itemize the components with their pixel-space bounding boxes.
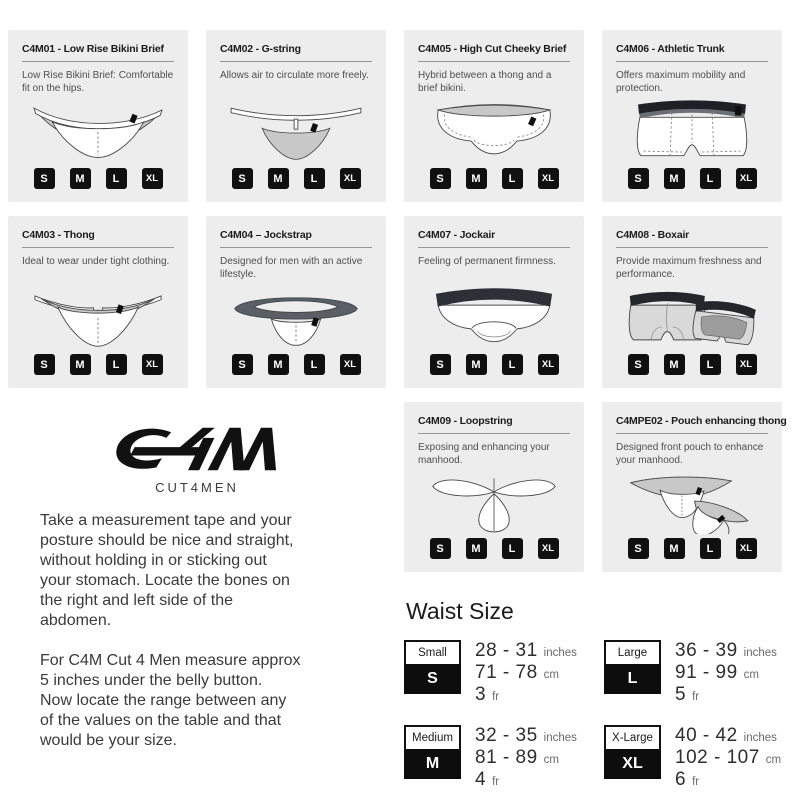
waist-size-table [404,640,782,792]
inches-unit: inches [543,732,577,744]
size-badges [418,168,570,191]
size-badges [22,354,174,377]
product-card-c4m08 [602,216,782,388]
size-values [675,725,781,792]
cm-unit: cm [543,669,559,681]
size-badge-l: L [304,168,325,189]
waist-row-medium [404,725,590,792]
cm-value: 91 - 99 [675,662,738,683]
size-name: X-Large [604,725,661,749]
athletic-trunk-drawing [616,97,768,164]
brand-name: CUT4MEN [155,480,239,495]
size-values [475,725,577,792]
size-badge-s: S [430,538,451,559]
product-title: C4MPE02 - Pouch enhancing thong [616,415,787,427]
size-name: Medium [404,725,461,749]
divider [418,433,570,434]
thong-drawing [22,283,174,350]
size-box-large [604,640,661,694]
fr-unit: fr [492,776,500,788]
size-box-small [404,640,461,694]
size-badge-s: S [34,168,55,189]
product-card-c4m05 [404,30,584,202]
product-title: C4M06 - Athletic Trunk [616,43,725,55]
size-box-x-large [604,725,661,779]
divider [616,247,768,248]
size-badges [418,354,570,377]
underwear-illustration [621,285,763,349]
size-badge-xl: XL [340,168,361,189]
size-badge-l: L [106,354,127,375]
c4m-logo [99,424,295,474]
divider [418,247,570,248]
product-card-c4mpe02 [602,402,787,572]
size-code: L [604,664,661,694]
jockair-drawing [418,283,570,350]
size-name: Small [404,640,461,664]
size-badge-s: S [628,168,649,189]
size-badge-m: M [664,354,685,375]
size-badge-l: L [502,538,523,559]
product-card-c4m02 [206,30,386,202]
size-badge-xl: XL [142,354,163,375]
cm-value: 71 - 78 [475,662,538,683]
jockstrap-drawing [220,283,372,350]
product-title: C4M03 - Thong [22,229,95,241]
high-cut-cheeky-brief-drawing [418,97,570,164]
underwear-illustration [423,470,565,534]
product-description: Offers maximum mobility and protection. [616,70,746,94]
underwear-illustration [27,99,169,163]
size-badge-xl: XL [340,354,361,375]
divider [220,61,372,62]
size-badge-xl: XL [538,168,559,189]
waist-size-section [404,586,782,792]
divider [22,247,174,248]
low-rise-bikini-brief-drawing [22,97,174,164]
brand-logo [8,424,386,495]
product-card-c4m04 [206,216,386,388]
cm-value: 81 - 89 [475,747,538,768]
size-badge-s: S [232,354,253,375]
product-description: Feeling of permanent firmness. [418,256,556,267]
size-badge-xl: XL [736,168,757,189]
size-badge-l: L [304,354,325,375]
size-badge-xl: XL [736,354,757,375]
size-badge-l: L [700,538,721,559]
inches-value: 32 - 35 [475,725,538,746]
product-title: C4M04 – Jockstrap [220,229,312,241]
boxair-drawing [616,283,768,350]
product-card-c4m01 [8,30,188,202]
instructions-paragraph-1: Take a measurement tape and your posture should be nice and straight, without holding in or sticking out your stomach. Locate the bones on the right and left side of the abdomen. [40,512,294,629]
size-badge-xl: XL [538,538,559,559]
product-card-c4m09 [404,402,584,572]
size-badge-l: L [106,168,127,189]
size-badges [22,168,174,191]
divider [220,247,372,248]
cm-value: 102 - 107 [675,747,760,768]
waist-row-large [604,640,790,707]
size-badges [616,538,768,561]
cm-unit: cm [743,669,759,681]
underwear-illustration [621,99,763,163]
size-badge-l: L [502,354,523,375]
fr-value: 3 [475,684,487,705]
size-badge-s: S [628,354,649,375]
size-badges [220,354,372,377]
size-badge-m: M [268,354,289,375]
size-badge-l: L [700,168,721,189]
product-description: Low Rise Bikini Brief: Comfortable fit on the hips. [22,70,174,94]
size-code: XL [604,749,661,779]
underwear-illustration [423,99,565,163]
size-badge-s: S [430,354,451,375]
size-badge-m: M [664,538,685,559]
size-badges [616,168,768,191]
product-card-c4m07 [404,216,584,388]
size-name: Large [604,640,661,664]
product-title: C4M09 - Loopstring [418,415,513,427]
product-title: C4M08 - Boxair [616,229,690,241]
size-badge-m: M [466,354,487,375]
product-description: Allows air to circulate more freely. [220,70,369,81]
inches-unit: inches [743,647,777,659]
measurement-instructions [40,511,386,751]
divider [418,61,570,62]
brand-and-instructions [8,402,386,792]
product-title: C4M05 - High Cut Cheeky Brief [418,43,567,55]
inches-unit: inches [743,732,777,744]
cm-unit: cm [543,754,559,766]
pouch-enhancing-thong-drawing [616,469,768,534]
product-description: Ideal to wear under tight clothing. [22,256,170,267]
inches-value: 40 - 42 [675,725,738,746]
product-description: Designed front pouch to enhance your manhood. [616,442,764,466]
size-badge-l: L [700,354,721,375]
size-badge-m: M [70,168,91,189]
size-badge-m: M [466,538,487,559]
size-badge-m: M [268,168,289,189]
size-values [675,640,777,707]
size-badge-s: S [34,354,55,375]
fr-unit: fr [692,776,700,788]
underwear-illustration [27,285,169,349]
cm-unit: cm [765,754,782,766]
size-badges [418,538,570,561]
size-badge-xl: XL [142,168,163,189]
divider [616,61,768,62]
size-values [475,640,577,707]
size-badge-xl: XL [538,354,559,375]
divider [22,61,174,62]
waist-row-x-large [604,725,790,792]
size-box-medium [404,725,461,779]
fr-unit: fr [692,691,700,703]
instructions-paragraph-2: For C4M Cut 4 Men measure approx 5 inches under the belly button. Now locate the range between any of the values on the table and that would be your size. [40,652,301,749]
loopstring-drawing [418,469,570,534]
fr-value: 4 [475,769,487,790]
product-title: C4M01 - Low Rise Bikini Brief [22,43,164,55]
product-description: Hybrid between a thong and a brief bikini. [418,70,552,94]
product-title: C4M07 - Jockair [418,229,495,241]
divider [616,433,768,434]
size-code: M [404,749,461,779]
fr-unit: fr [492,691,500,703]
underwear-illustration [225,99,367,163]
waist-row-small [404,640,590,707]
size-badge-l: L [502,168,523,189]
size-badges [616,354,768,377]
waist-size-title: Waist Size [406,598,514,624]
product-description: Designed for men with an active lifestyle. [220,256,363,280]
underwear-illustration [423,285,565,349]
underwear-illustration [225,285,367,349]
size-badge-s: S [430,168,451,189]
inches-unit: inches [543,647,577,659]
size-code: S [404,664,461,694]
underwear-illustration [621,470,763,534]
inches-value: 28 - 31 [475,640,538,661]
size-badge-s: S [232,168,253,189]
size-badge-m: M [664,168,685,189]
product-description: Exposing and enhancing your manhood. [418,442,550,466]
product-description: Provide maximum freshness and performance. [616,256,762,280]
inches-value: 36 - 39 [675,640,738,661]
size-badge-m: M [70,354,91,375]
size-badge-s: S [628,538,649,559]
fr-value: 6 [675,769,687,790]
size-badges [220,168,372,191]
g-string-drawing [220,97,372,164]
product-card-c4m03 [8,216,188,388]
fr-value: 5 [675,684,687,705]
size-badge-m: M [466,168,487,189]
product-card-c4m06 [602,30,782,202]
size-badge-xl: XL [736,538,757,559]
product-title: C4M02 - G-string [220,43,301,55]
